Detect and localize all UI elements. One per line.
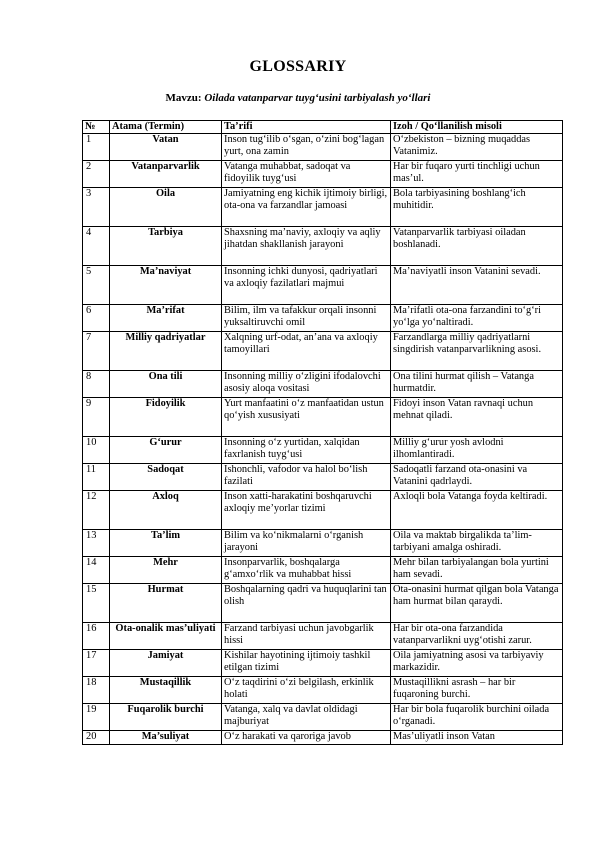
- row-term: Axloq: [110, 491, 222, 530]
- header-term: Atama (Termin): [110, 121, 222, 134]
- row-term: Vatan: [110, 134, 222, 161]
- row-definition: Kishilar hayotining ijtimoiy tashkil etilgan tizimi: [222, 650, 391, 677]
- row-number: 15: [83, 584, 110, 623]
- row-term: Milliy qadriyatlar: [110, 332, 222, 371]
- header-number: №: [83, 121, 110, 134]
- row-example: Vatanparvarlik tarbiyasi oiladan boshlanadi.: [391, 227, 563, 266]
- row-number: 19: [83, 704, 110, 731]
- row-number: 6: [83, 305, 110, 332]
- table-row: [83, 584, 563, 623]
- table-row: [83, 398, 563, 437]
- table-row: [83, 227, 563, 266]
- topic-line: [0, 92, 596, 104]
- row-number: 10: [83, 437, 110, 464]
- row-number: 14: [83, 557, 110, 584]
- row-term: Ma’suliyat: [110, 731, 222, 745]
- row-number: 2: [83, 161, 110, 188]
- row-definition: Yurt manfaatini o‘z manfaatidan ustun qo‘yish xususiyati: [222, 398, 391, 437]
- row-example: Har bir ota-ona farzandida vatanparvarlikni uyg‘otishi zarur.: [391, 623, 563, 650]
- table-header-row: [83, 121, 563, 134]
- row-term: Fidoyilik: [110, 398, 222, 437]
- row-number: 1: [83, 134, 110, 161]
- table-row: [83, 371, 563, 398]
- row-definition: Boshqalarning qadri va huquqlarini tan olish: [222, 584, 391, 623]
- row-definition: Insonparvarlik, boshqalarga g‘amxo‘rlik va muhabbat hissi: [222, 557, 391, 584]
- row-definition: Farzand tarbiyasi uchun javobgarlik hissi: [222, 623, 391, 650]
- page-title: GLOSSARIY: [249, 58, 347, 75]
- row-example: Milliy g‘urur yosh avlodni ilhomlantiradi.: [391, 437, 563, 464]
- row-example: Har bir fuqaro yurti tinchligi uchun mas’ul.: [391, 161, 563, 188]
- row-term: Ma’naviyat: [110, 266, 222, 305]
- table-row: [83, 704, 563, 731]
- row-example: Har bir bola fuqarolik burchini oilada o‘rganadi.: [391, 704, 563, 731]
- row-term: Ta’lim: [110, 530, 222, 557]
- header-definition: Ta’rifi: [222, 121, 391, 134]
- topic-label: Mavzu:: [165, 92, 202, 104]
- row-example: Farzandlarga milliy qadriyatlarni singdirish vatanparvarlikning asosi.: [391, 332, 563, 371]
- row-number: 20: [83, 731, 110, 745]
- row-example: Mehr bilan tarbiyalangan bola yurtini ham sevadi.: [391, 557, 563, 584]
- table-row: [83, 464, 563, 491]
- row-example: Sadoqatli farzand ota-onasini va Vatanini qadrlaydi.: [391, 464, 563, 491]
- row-definition: Ishonchli, vafodor va halol bo‘lish fazilati: [222, 464, 391, 491]
- row-definition: Vatanga muhabbat, sadoqat va fidoyilik tuyg‘usi: [222, 161, 391, 188]
- row-example: Oila jamiyatning asosi va tarbiyaviy markazidir.: [391, 650, 563, 677]
- table-row: [83, 305, 563, 332]
- row-example: Ma’rifatli ota-ona farzandini to‘g‘ri yo‘lga yo‘naltiradi.: [391, 305, 563, 332]
- row-term: Hurmat: [110, 584, 222, 623]
- table-row: [83, 731, 563, 745]
- row-definition: Inson tug‘ilib o‘sgan, o‘zini bog‘lagan yurt, ona zamin: [222, 134, 391, 161]
- row-number: 4: [83, 227, 110, 266]
- topic-value: Oilada vatanparvar tuyg‘usini tarbiyalash yo‘llari: [204, 92, 431, 104]
- table-row: [83, 557, 563, 584]
- row-example: Ma’naviyatli inson Vatanini sevadi.: [391, 266, 563, 305]
- row-example: Ota-onasini hurmat qilgan bola Vatanga ham hurmat bilan qaraydi.: [391, 584, 563, 623]
- row-example: O‘zbekiston – bizning muqaddas Vatanimiz.: [391, 134, 563, 161]
- table-row: [83, 650, 563, 677]
- table-row: [83, 530, 563, 557]
- row-example: Mustaqillikni asrash – har bir fuqaroning burchi.: [391, 677, 563, 704]
- table-row: [83, 677, 563, 704]
- row-number: 9: [83, 398, 110, 437]
- row-definition: Shaxsning ma’naviy, axloqiy va aqliy jihatdan shakllanish jarayoni: [222, 227, 391, 266]
- row-number: 3: [83, 188, 110, 227]
- row-number: 12: [83, 491, 110, 530]
- row-definition: Bilim, ilm va tafakkur orqali insonni yuksaltiruvchi omil: [222, 305, 391, 332]
- row-example: Fidoyi inson Vatan ravnaqi uchun mehnat qiladi.: [391, 398, 563, 437]
- header-example: Izoh / Qo‘llanilish misoli: [391, 121, 563, 134]
- row-example: Mas’uliyatli inson Vatan: [391, 731, 563, 745]
- row-number: 13: [83, 530, 110, 557]
- table-body: [83, 134, 563, 745]
- row-term: Ona tili: [110, 371, 222, 398]
- table-row: [83, 332, 563, 371]
- row-number: 5: [83, 266, 110, 305]
- row-number: 18: [83, 677, 110, 704]
- row-definition: O‘z taqdirini o‘zi belgilash, erkinlik holati: [222, 677, 391, 704]
- row-number: 16: [83, 623, 110, 650]
- table-row: [83, 623, 563, 650]
- row-term: Fuqarolik burchi: [110, 704, 222, 731]
- glossary-table: [82, 120, 563, 745]
- row-definition: Jamiyatning eng kichik ijtimoiy birligi, ota-ona va farzandlar jamoasi: [222, 188, 391, 227]
- row-definition: Insonning milliy o‘zligini ifodalovchi asosiy aloqa vositasi: [222, 371, 391, 398]
- row-number: 17: [83, 650, 110, 677]
- row-definition: Insonning o‘z yurtidan, xalqidan faxrlanish tuyg‘usi: [222, 437, 391, 464]
- row-term: Jamiyat: [110, 650, 222, 677]
- row-definition: Inson xatti-harakatini boshqaruvchi axloqiy me’yorlar tizimi: [222, 491, 391, 530]
- row-definition: Vatanga, xalq va davlat oldidagi majburiyat: [222, 704, 391, 731]
- row-example: Bola tarbiyasining boshlang‘ich muhitidir.: [391, 188, 563, 227]
- table-row: [83, 437, 563, 464]
- row-term: G‘urur: [110, 437, 222, 464]
- row-example: Axloqli bola Vatanga foyda keltiradi.: [391, 491, 563, 530]
- row-term: Mehr: [110, 557, 222, 584]
- table-row: [83, 491, 563, 530]
- row-number: 8: [83, 371, 110, 398]
- row-definition: O‘z harakati va qaroriga javob: [222, 731, 391, 745]
- row-term: Mustaqillik: [110, 677, 222, 704]
- row-term: Sadoqat: [110, 464, 222, 491]
- row-number: 11: [83, 464, 110, 491]
- row-term: Vatanparvarlik: [110, 161, 222, 188]
- row-term: Ma’rifat: [110, 305, 222, 332]
- table-row: [83, 134, 563, 161]
- row-term: Tarbiya: [110, 227, 222, 266]
- row-definition: Xalqning urf-odat, an’ana va axloqiy tamoyillari: [222, 332, 391, 371]
- row-term: Oila: [110, 188, 222, 227]
- table-row: [83, 266, 563, 305]
- row-example: Oila va maktab birgalikda ta’lim-tarbiyani amalga oshiradi.: [391, 530, 563, 557]
- row-definition: Insonning ichki dunyosi, qadriyatlari va axloqiy fazilatlari majmui: [222, 266, 391, 305]
- row-number: 7: [83, 332, 110, 371]
- row-definition: Bilim va ko‘nikmalarni o‘rganish jarayoni: [222, 530, 391, 557]
- row-term: Ota-onalik mas’uliyati: [110, 623, 222, 650]
- table-row: [83, 161, 563, 188]
- table-row: [83, 188, 563, 227]
- row-example: Ona tilini hurmat qilish – Vatanga hurmatdir.: [391, 371, 563, 398]
